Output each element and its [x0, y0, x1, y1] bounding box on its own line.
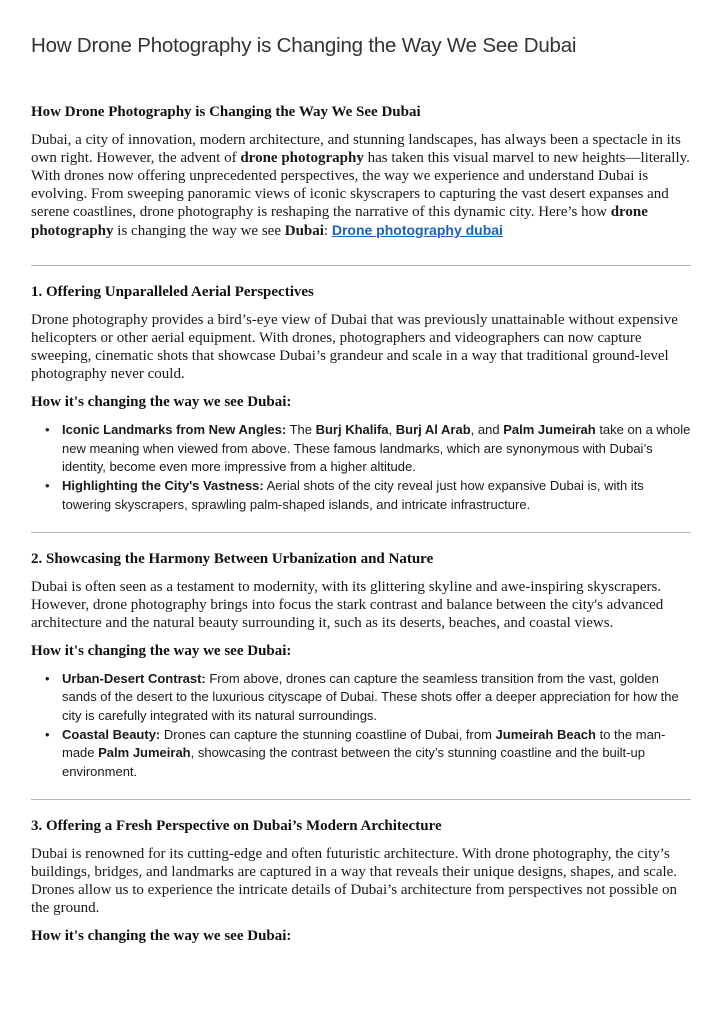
section2-heading: 2. Showcasing the Harmony Between Urbanization and Nature: [31, 550, 434, 567]
list-item: [45, 670, 691, 726]
intro-bold-2: drone photography: [31, 204, 648, 239]
section3-subheading: How it's changing the way we see Dubai:: [31, 927, 292, 944]
intro-text-1: Dubai, a city of innovation, modern architecture, and stunning landscapes, has always been a spectacle in its own right. However, the advent of: [31, 132, 681, 166]
bullet-text: ,: [388, 422, 396, 437]
list-item: [45, 421, 691, 477]
intro-text-3: is changing the way we see: [113, 223, 285, 239]
intro-text-4: :: [323, 223, 332, 239]
drone-photography-dubai-link[interactable]: Drone photography dubai: [331, 222, 503, 238]
intro-heading: How Drone Photography is Changing the Way We See Dubai: [31, 104, 421, 120]
intro-text-2: has taken this visual marvel to new heights—literally. With drones now offering unprecedented perspectives, the way we experience and understand Dubai is evolving. From sweeping panoramic views of iconic skyscrapers to capturing the vast desert expanses and serene coastlines, drone photography is reshaping the narrative of this dynamic city. Here’s how: [31, 150, 690, 220]
list-item: [45, 726, 691, 782]
section3-heading: 3. Offering a Fresh Perspective on Dubai’s Modern Architecture: [31, 817, 442, 834]
bullet-text: , and: [470, 422, 504, 437]
intro-bold-3: Dubai: [284, 223, 324, 239]
section2-paragraph: Dubai is often seen as a testament to modernity, with its glittering skyline and awe-inspiring skyscrapers. However, drone photography brings into focus the stark contrast and balance between the city's advanced architecture and the natural beauty surrounding it, such as its deserts, beaches, and coastal views.: [31, 578, 664, 631]
intro-bold-1: drone photography: [240, 150, 364, 166]
section2-subheading: How it's changing the way we see Dubai:: [31, 642, 292, 659]
bullet-bold: Palm Jumeirah: [98, 745, 191, 761]
bullet-bold: Burj Khalifa: [315, 422, 389, 437]
bullet-label: Urban-Desert Contrast:: [62, 670, 206, 686]
bullet-text: take on a whole new meaning when viewed from above. These famous landmarks, which are synonymous with Dubai’s identity, become even more impressive from a higher altitude.: [62, 422, 691, 475]
section1-subheading: How it's changing the way we see Dubai:: [31, 394, 292, 410]
bullet-text: Aerial shots of the city reveal just how expansive Dubai is, with its towering skyscrapers, sprawling palm-shaped islands, and intricate infrastructure.: [62, 478, 644, 512]
section2-bullet-list: [31, 670, 691, 782]
bullet-label: Iconic Landmarks from New Angles:: [62, 422, 287, 437]
section1-bullet-list: [31, 421, 691, 515]
section1-heading: 1. Offering Unparalleled Aerial Perspectives: [31, 284, 314, 300]
bullet-label: Highlighting the City's Vastness:: [62, 478, 264, 494]
bullet-bold: Palm Jumeirah: [503, 422, 596, 437]
bullet-text: The: [286, 422, 316, 437]
section1-paragraph: Drone photography provides a bird’s-eye view of Dubai that was previously unattainable without expensive helicopters or other aerial equipment. With drones, photographers and videographers can now capture sweeping, cinematic shots that showcase Dubai’s grandeur and scale in a way that traditional ground-level photography never could.: [31, 312, 678, 382]
bullet-bold: Burj Al Arab: [395, 422, 471, 437]
bullet-bold: Jumeirah Beach: [495, 726, 596, 742]
page-title: How Drone Photography is Changing the Way We See Dubai: [31, 34, 577, 57]
bullet-text: , showcasing the contrast between the city’s stunning coastline and the built-up environment.: [62, 745, 645, 780]
list-item: [45, 477, 691, 514]
intro-paragraph: [31, 131, 691, 240]
bullet-text: From above, drones can capture the seamless transition from the vast, golden sands of the desert to the luxurious cityscape of Dubai. These shots offer a deeper appreciation for how the city is carefully integrated with its natural surroundings.: [62, 670, 679, 723]
section3-paragraph: Dubai is renowned for its cutting-edge and often futuristic architecture. With drone photography, the city’s buildings, bridges, and landmarks are captured in a way that reveals their unique designs, shapes, and scale. Drones allow us to experience the intricate details of Dubai’s architecture from perspectives not possible on the ground.: [31, 845, 678, 916]
article-body: [31, 103, 691, 955]
bullet-label: Coastal Beauty:: [62, 726, 161, 742]
bullet-text: to the man-made: [62, 726, 666, 761]
bullet-text: Drones can capture the stunning coastline of Dubai, from: [160, 726, 496, 742]
